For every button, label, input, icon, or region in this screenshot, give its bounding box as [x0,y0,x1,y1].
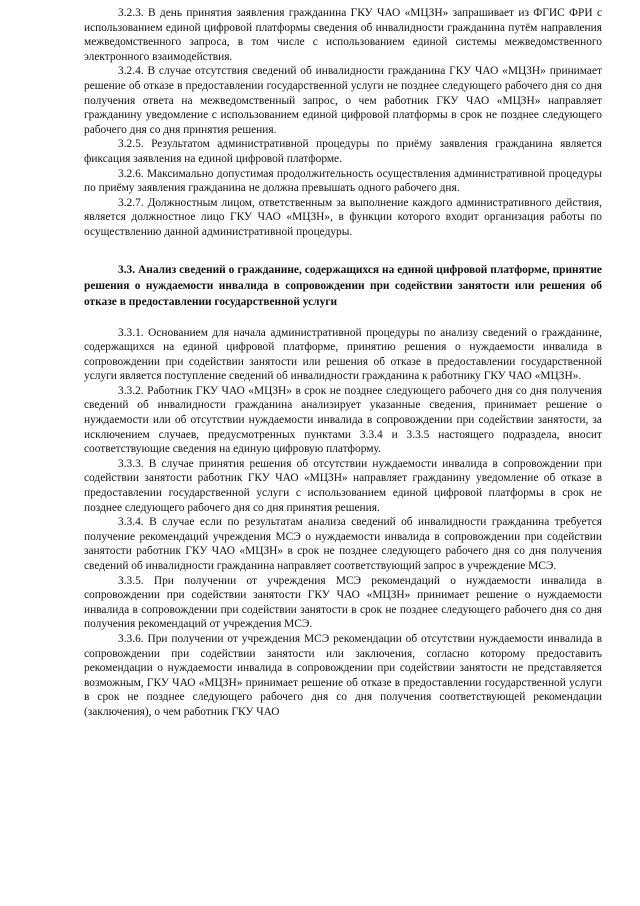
paragraph-3-3-2: 3.3.2. Работник ГКУ ЧАО «МЦЗН» в срок не позднее следующего рабочего дня со дня получения сведений об инвалидности гражданина анализирует указанные сведения, принимает решение о нуждаемости или об отсутствии нуждаемости инвалида в сопровождении при содействии занятости, за исключением случаев, предусмотренных пунктами 3.3.4 и 3.3.5 настоящего подраздела, вносит соответствующие сведения на единую цифровую платформу. [84,384,602,456]
paragraph-3-3-6: 3.3.6. При получении от учреждения МСЭ рекомендации об отсутствии нуждаемости инвалида в сопровождении при содействии занятости или заключения, согласно которому предоставить рекомендации о нуждаемости инвалида в сопровождении при содействии занятости не представляется возможным, ГКУ ЧАО «МЦЗН» принимает решение об отказе в предоставлении государственной услуги в срок не позднее следующего рабочего дня со дня получения соответствующей рекомендации (заключения), о чем работник ГКУ ЧАО [84,632,602,718]
paragraph-3-2-6: 3.2.6. Максимально допустимая продолжительность осуществления административной процедуры по приёму заявления гражданина не должна превышать одного рабочего дня. [84,167,602,195]
paragraph-3-3-3: 3.3.3. В случае принятия решения об отсутствии нуждаемости инвалида в сопровождении при содействии занятости работник ГКУ ЧАО «МЦЗН» направляет гражданину уведомление об отказе в предоставлении государственной услуги с использованием единой цифровой платформы в срок не позднее следующего рабочего дня со дня принятия решения. [84,457,602,514]
paragraph-3-3-4: 3.3.4. В случае если по результатам анализа сведений об инвалидности гражданина требуется получение рекомендаций учреждения МСЭ о нуждаемости инвалида в сопровождении при содействии занятости работник ГКУ ЧАО «МЦЗН» в срок не позднее следующего рабочего дня со дня получения сведений об инвалидности гражданина направляет соответствующий запрос в учреждение МСЭ. [84,516,602,572]
paragraph-3-2-4: 3.2.4. В случае отсутствия сведений об инвалидности гражданина ГКУ ЧАО «МЦЗН» принимает решение об отказе в предоставлении государственной услуги не позднее следующего рабочего дня со дня получения ответа на межведомственный запрос, о чем работник ГКУ ЧАО «МЦЗН» направляет гражданину уведомление с использованием единой цифровой платформы в срок не позднее следующего рабочего дня со дня принятия решения. [84,65,602,136]
section-heading-3-3: 3.3. Анализ сведений о гражданине, содержащихся на единой цифровой платформе, принятие решения о нуждаемости инвалида в сопровождении при содействии занятости или решения об отказе в предоставлении государственной услуги [84,263,602,308]
paragraph-3-3-5: 3.3.5. При получении от учреждения МСЭ рекомендаций о нуждаемости инвалида в сопровождении при содействии занятости ГКУ ЧАО «МЦЗН» принимает решение о нуждаемости инвалида в сопровождении при содействии занятости в срок не позднее следующего рабочего дня со дня получения рекомендаций от учреждения МСЭ. [84,574,602,631]
paragraph-3-2-7: 3.2.7. Должностным лицом, ответственным за выполнение каждого административного действия, является должностное лицо ГКУ ЧАО «МЦЗН», в функции которого входит организация работы по осуществлению данной административной процедуры. [84,196,602,238]
paragraph-3-2-3: 3.2.3. В день принятия заявления гражданина ГКУ ЧАО «МЦЗН» запрашивает из ФГИС ФРИ с использованием единой цифровой платформы сведения об инвалидности гражданина путём направления межведомственного запроса, в том числе с использованием единой системы межведомственного электронного взаимодействия. [84,7,602,63]
paragraph-3-2-5: 3.2.5. Результатом административной процедуры по приёму заявления гражданина является фиксация заявления на единой цифровой платформе. [84,138,602,165]
paragraph-3-3-1: 3.3.1. Основанием для начала административной процедуры по анализу сведений о гражданине, содержащихся на единой цифровой платформе, принятию решения о нуждаемости инвалида в сопровождении при содействии занятости или решения об отказе в предоставлении государственной услуги является поступление сведений об инвалидности гражданина к работнику ГКУ ЧАО «МЦЗН». [84,326,602,383]
